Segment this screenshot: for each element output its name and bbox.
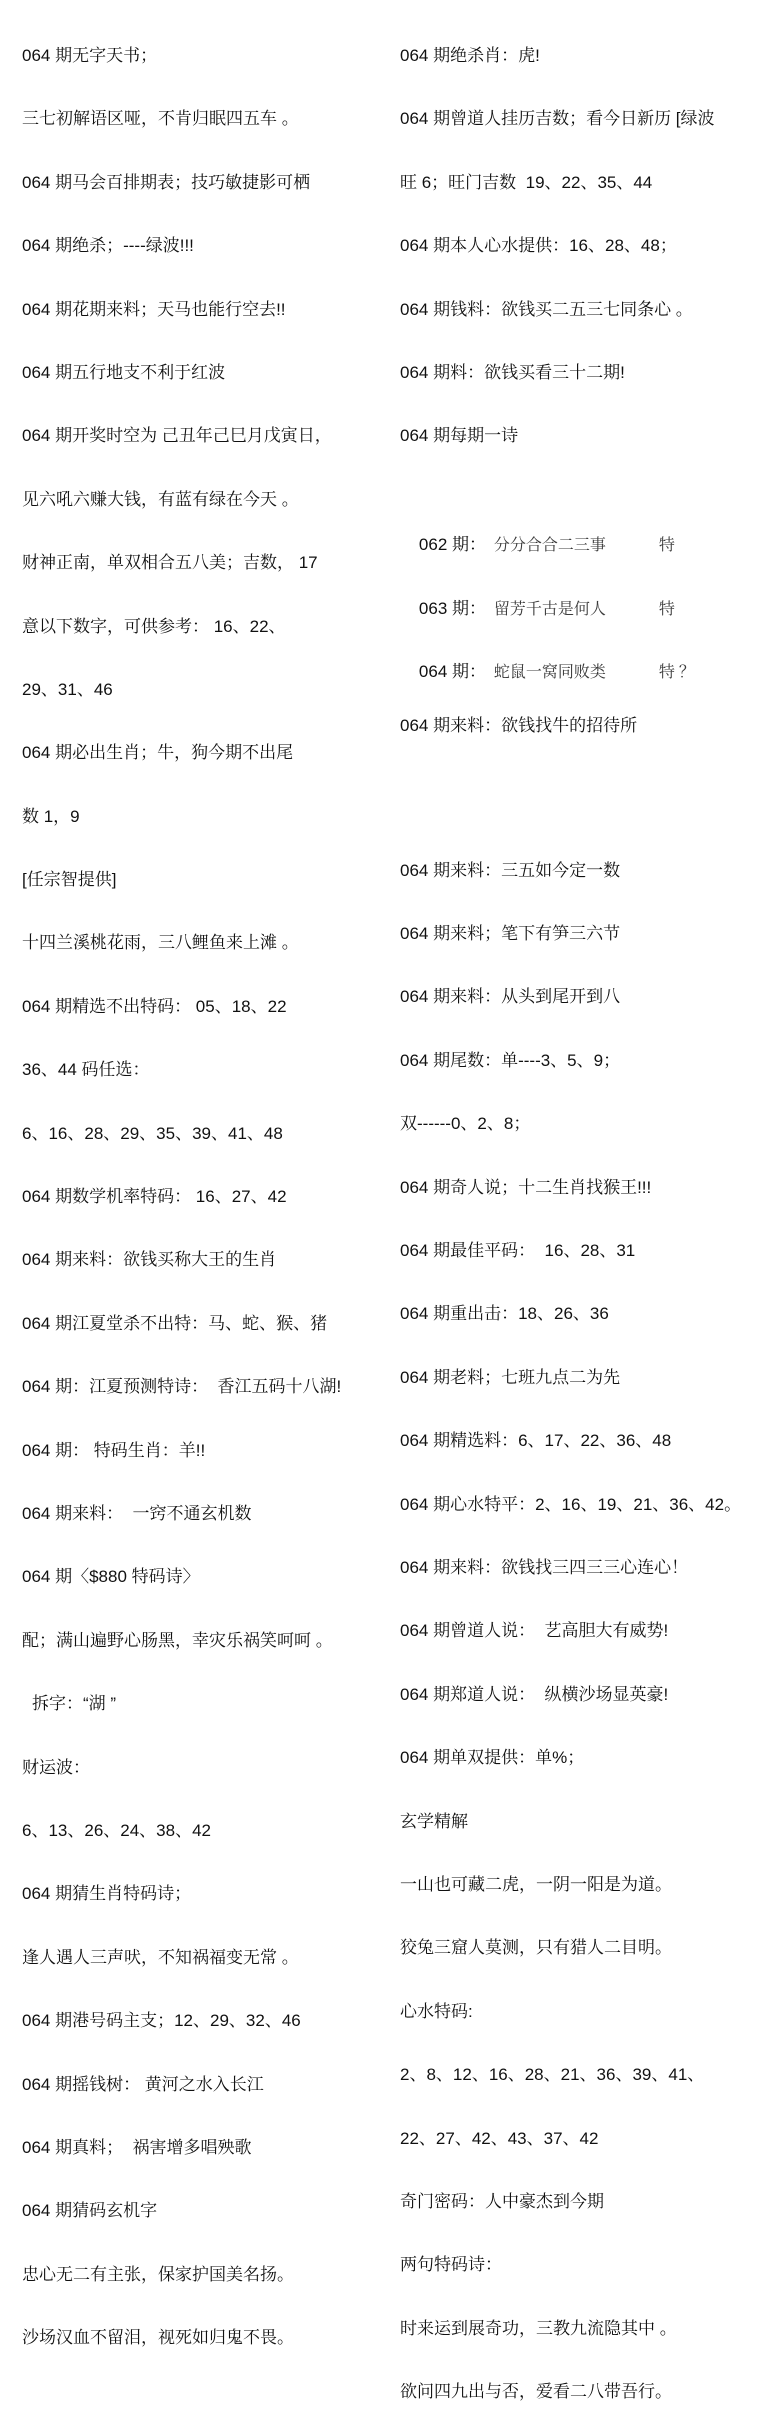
left-line: 十四兰溪桃花雨，三八鲤鱼来上滩 。 bbox=[22, 933, 299, 953]
right-line: 心水特码: bbox=[400, 2001, 473, 2021]
left-line: 064 期： 特码生肖：羊!! bbox=[22, 1440, 206, 1460]
left-line: 064 期猜生肖特码诗； bbox=[22, 1884, 192, 1904]
left-line: 财运波： bbox=[22, 1757, 90, 1777]
left-line: 064 期精选不出特码： 05、18、22 bbox=[22, 996, 287, 1016]
right-line: 064 期曾道人挂历吉数；看今日新历 [绿波 bbox=[400, 109, 715, 129]
right-line: 时来运到展奇功，三教九流隐其中 。 bbox=[400, 2318, 677, 2338]
right-line: 064 期奇人说；十二生肖找猴王!!! bbox=[400, 1177, 652, 1197]
right-line: 064 期来料：三五如今定一数 bbox=[400, 860, 621, 880]
right-line: 064 期重出击：18、26、36 bbox=[400, 1304, 609, 1324]
right-line: 064 期老料；七班九点二为先 bbox=[400, 1367, 621, 1387]
right-line: 064 期来料：欲钱找牛的招待所 bbox=[400, 715, 638, 735]
right-line: 旺 6；旺门吉数 19、22、35、44 bbox=[400, 172, 653, 192]
right-line: 064 期曾道人说： 艺高胆大有威势! bbox=[400, 1621, 669, 1641]
poem-issue-label: 064 期： bbox=[418, 661, 486, 681]
left-line: 6、13、26、24、38、42 bbox=[22, 1820, 212, 1840]
right-line: 064 期来料：从头到尾开到八 bbox=[400, 987, 621, 1007]
right-line: 一山也可藏二虎，一阴一阳是为道。 bbox=[400, 1874, 672, 1894]
poem-verse: 蛇鼠一窝同败类 bbox=[493, 663, 606, 681]
right-line: 064 期最佳平码： 16、28、31 bbox=[400, 1241, 636, 1261]
right-line: 奇门密码：人中豪杰到今期 bbox=[400, 2191, 604, 2211]
left-line: 064 期来料：欲钱买称大王的生肖 bbox=[22, 1250, 277, 1270]
right-line: 064 期来料：欲钱找三四三三心连心！ bbox=[400, 1557, 689, 1577]
left-line: 064 期无字天书； bbox=[22, 46, 158, 65]
poem-mark: 特 bbox=[658, 600, 675, 618]
right-column bbox=[400, 6, 762, 2423]
right-line: 狡兔三窟人莫测，只有猎人二目明。 bbox=[400, 1938, 672, 1958]
right-line: 064 期心水特平：2、16、19、21、36、42。 bbox=[400, 1494, 742, 1514]
right-line: 欲问四九出与否，爱看二八带吾行。 bbox=[400, 2382, 672, 2402]
right-line: 064 期来料；笔下有笋三六节 bbox=[400, 924, 621, 944]
left-line: 意以下数字，可供参考： 16、22、 bbox=[22, 616, 286, 636]
right-line: 064 期单双提供：单%； bbox=[400, 1748, 585, 1768]
right-line: 双------0、2、8； bbox=[400, 1114, 531, 1134]
right-line: 064 期精选料：6、17、22、36、48 bbox=[400, 1431, 672, 1451]
poem-issue-label: 063 期： bbox=[418, 598, 486, 618]
left-line: 064 期猜码玄机字 bbox=[22, 2201, 158, 2221]
left-line: 36、44 码任选： bbox=[22, 1060, 150, 1080]
left-line: 064 期摇钱树： 黄河之水入长江 bbox=[22, 2074, 264, 2094]
right-line: 064 期每期一诗 bbox=[400, 426, 519, 446]
left-line: 064 期：江夏预测特诗： 香江五码十八湖! bbox=[22, 1377, 342, 1397]
left-line: 064 期必出生肖；牛，狗今期不出尾 bbox=[22, 743, 294, 763]
right-line: 064 期料：欲钱买看三十二期! bbox=[400, 362, 625, 382]
left-line: [任宗智提供] bbox=[22, 870, 117, 890]
left-line: 三七初解语区哑，不肯归眠四五车 。 bbox=[22, 109, 299, 129]
poem-row bbox=[400, 567, 762, 618]
right-line: 22、27、42、43、37、42 bbox=[400, 2128, 599, 2148]
poem-issue-label: 062 期： bbox=[418, 535, 486, 555]
left-column bbox=[22, 6, 394, 2369]
left-line: 064 期港号码主支；12、29、32、46 bbox=[22, 2011, 301, 2031]
right-line: 064 期钱料：欲钱买二五三七同条心 。 bbox=[400, 299, 693, 319]
poem-verse: 留芳千古是何人 bbox=[493, 600, 606, 618]
poem-mark: 特 bbox=[658, 537, 675, 555]
left-line: 064 期花期来料；天马也能行空去!! bbox=[22, 299, 286, 319]
poem-row bbox=[400, 504, 762, 555]
left-line: 064 期马会百排期表；技巧敏捷影可栖 bbox=[22, 172, 311, 192]
left-line: 064 期〈$880 特码诗〉 bbox=[22, 1567, 200, 1587]
right-line: 064 期尾数：单----3、5、9； bbox=[400, 1050, 621, 1070]
left-line: 逢人遇人三声吠，不知祸福变无常 。 bbox=[22, 1947, 299, 1967]
left-line: 064 期江夏堂杀不出特：马、蛇、猴、猪 bbox=[22, 1313, 328, 1333]
right-line: 064 期郑道人说： 纵横沙场显英豪! bbox=[400, 1684, 669, 1704]
section-heading: 玄学精解 bbox=[400, 1811, 468, 1831]
left-line: 6、16、28、29、35、39、41、48 bbox=[22, 1123, 283, 1143]
left-line: 064 期数学机率特码： 16、27、42 bbox=[22, 1187, 287, 1207]
left-line: 配；满山遍野心肠黑，幸灾乐祸笑呵呵 。 bbox=[22, 1630, 333, 1650]
left-line: 忠心无二有主张，保家护国美名扬。 bbox=[22, 2264, 294, 2284]
left-line: 064 期来料： 一窍不通玄机数 bbox=[22, 1503, 252, 1523]
left-line: 沙场汉血不留泪，视死如归鬼不畏。 bbox=[22, 2328, 294, 2348]
left-line: 财神正南，单双相合五八美；吉数， 17 bbox=[22, 553, 318, 573]
left-line: 064 期真料； 祸害增多唱殃歌 bbox=[22, 2137, 252, 2157]
poem-verse: 分分合合二三事 bbox=[493, 537, 606, 555]
poem-row bbox=[400, 631, 762, 681]
right-line: 064 期绝杀肖：虎! bbox=[400, 46, 540, 65]
left-line: 数 1，9 bbox=[22, 806, 80, 826]
left-line: 064 期五行地支不利于红波 bbox=[22, 362, 226, 382]
right-line: 两句特码诗： bbox=[400, 2255, 502, 2275]
left-line: 拆字：“湖 ” bbox=[32, 1694, 117, 1714]
left-line: 064 期绝杀；----绿波!!! bbox=[22, 236, 194, 256]
left-line: 064 期开奖时空为 己丑年己巳月戊寅日， bbox=[22, 426, 332, 446]
blank-line-spacer bbox=[400, 775, 762, 802]
left-line: 见六吼六赚大钱，有蓝有绿在今天 。 bbox=[22, 489, 299, 509]
poem-mark: 特 ？ bbox=[658, 663, 695, 681]
right-line: 064 期本人心水提供：16、28、48； bbox=[400, 236, 677, 256]
right-line: 2、8、12、16、28、21、36、39、41、 bbox=[400, 2065, 705, 2085]
left-line: 29、31、46 bbox=[22, 679, 113, 699]
